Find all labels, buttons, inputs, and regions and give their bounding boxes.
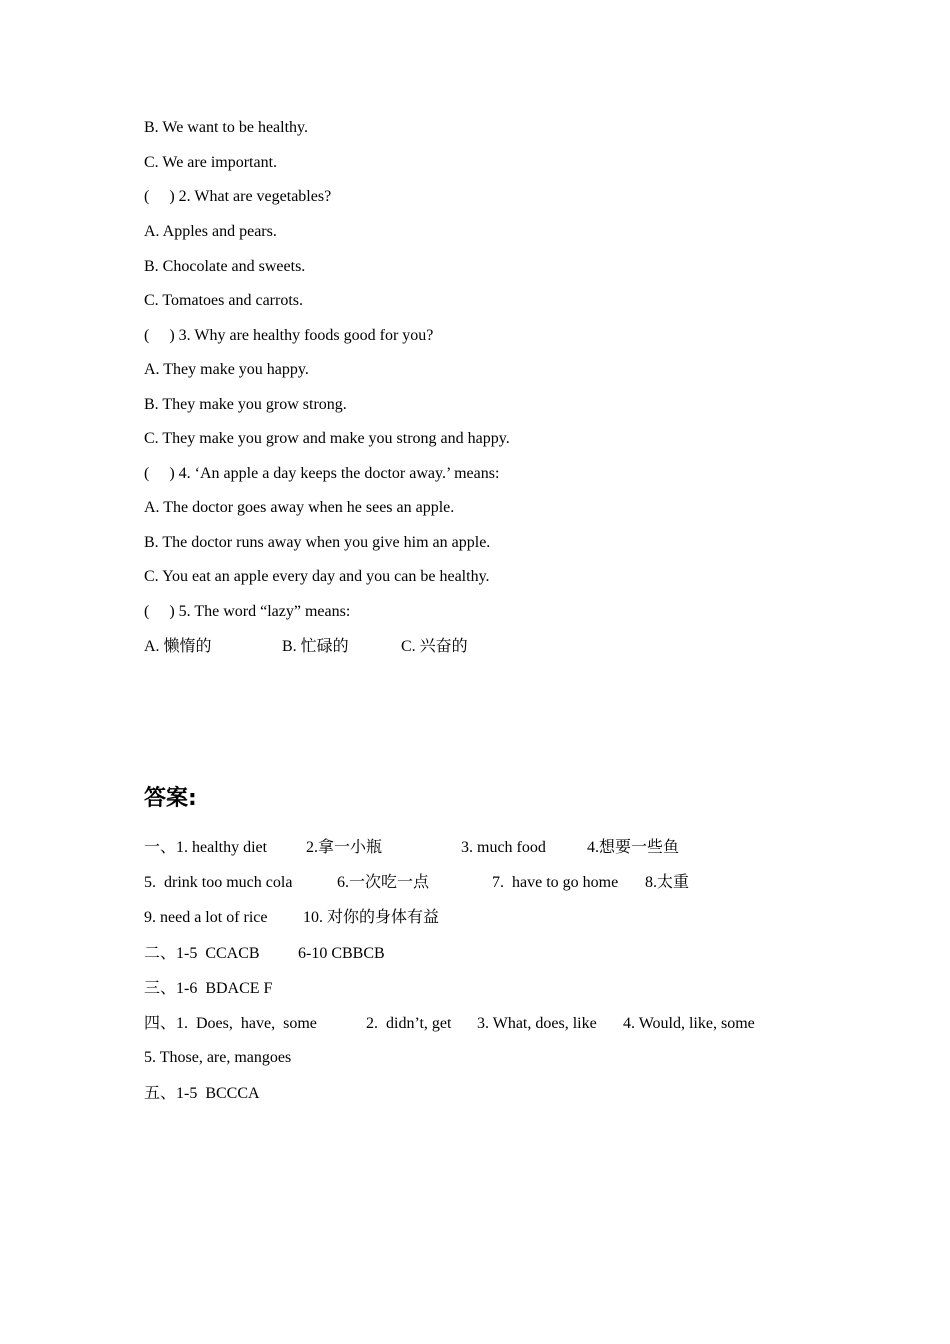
answer-part1-item: 一、1. healthy diet: [144, 839, 268, 856]
answer-part4-item: 2. didn’t, get: [366, 1015, 452, 1032]
answers-title: 答案:: [144, 786, 197, 811]
q3-option-b: B. They make you grow strong.: [144, 396, 347, 413]
q4-option-c: C. You eat an apple every day and you can be healthy.: [144, 568, 490, 585]
q1-option-c: C. We are important.: [144, 154, 278, 171]
answer-part1-item: 6.一次吃一点: [337, 874, 430, 891]
q3-option-a: A. They make you happy.: [144, 361, 309, 378]
answer-part1-item: 5. drink too much cola: [144, 874, 293, 891]
q5-option-a: A. 懒惰的: [144, 638, 212, 655]
answer-part4-item: 4. Would, like, some: [623, 1015, 755, 1032]
answer-part1-item: 3. much food: [461, 839, 546, 856]
answer-part1-item: 10. 对你的身体有益: [303, 909, 440, 926]
answer-part1-item: 4.想要一些鱼: [587, 839, 680, 856]
q5-option-b: B. 忙碌的: [282, 638, 349, 655]
answer-part5: 五、1-5 BCCCA: [144, 1085, 260, 1102]
q2-option-b: B. Chocolate and sweets.: [144, 258, 306, 275]
q5-option-c: C. 兴奋的: [401, 638, 468, 655]
answer-part3: 三、1-6 BDACE F: [144, 980, 273, 997]
answer-part1-item: 2.拿一小瓶: [306, 839, 383, 856]
q2-option-a: A. Apples and pears.: [144, 223, 277, 240]
q3-stem: ( ) 3. Why are healthy foods good for you?: [144, 327, 434, 344]
q5-stem: ( ) 5. The word “lazy” means:: [144, 603, 351, 620]
answer-part1-item: 7. have to go home: [492, 874, 619, 891]
q2-option-c: C. Tomatoes and carrots.: [144, 292, 303, 309]
q1-option-b: B. We want to be healthy.: [144, 119, 309, 136]
q4-stem: ( ) 4. ‘An apple a day keeps the doctor away.’ means:: [144, 465, 500, 482]
answer-part4-item: 四、1. Does, have, some: [144, 1015, 317, 1032]
answer-part1-item: 9. need a lot of rice: [144, 909, 268, 926]
q4-option-b: B. The doctor runs away when you give him an apple.: [144, 534, 491, 551]
q3-option-c: C. They make you grow and make you strong and happy.: [144, 430, 510, 447]
answer-part2-item: 6-10 CBBCB: [298, 945, 385, 962]
answer-part4-item: 3. What, does, like: [477, 1015, 597, 1032]
answer-part4-item: 5. Those, are, mangoes: [144, 1049, 292, 1066]
q4-option-a: A. The doctor goes away when he sees an apple.: [144, 499, 455, 516]
answer-part1-item: 8.太重: [645, 874, 690, 891]
q2-stem: ( ) 2. What are vegetables?: [144, 188, 332, 205]
answer-part2-item: 二、1-5 CCACB: [144, 945, 260, 962]
